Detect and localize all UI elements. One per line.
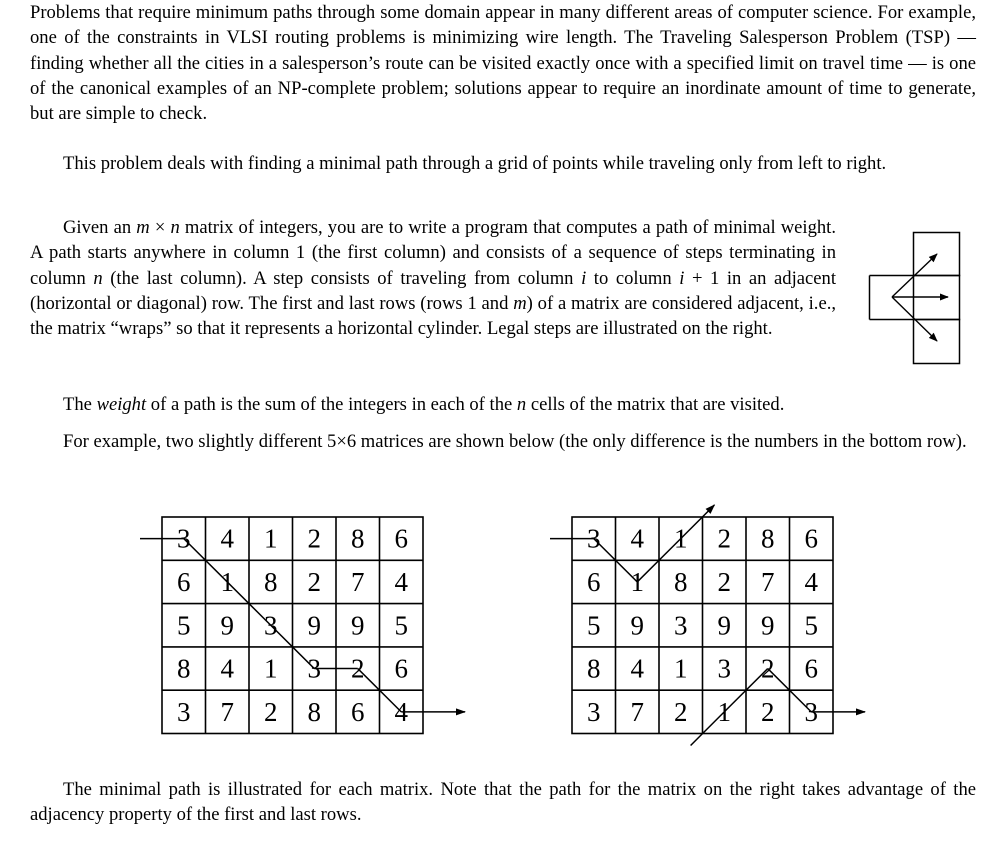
matrix-cell: 9 bbox=[351, 610, 365, 641]
given-paragraph bbox=[30, 215, 836, 341]
matrix-cell: 4 bbox=[630, 653, 644, 684]
left-matrix-figure bbox=[130, 500, 480, 750]
matrix-cell: 7 bbox=[220, 696, 234, 727]
matrix-cell: 2 bbox=[717, 566, 731, 597]
matrix-cell: 4 bbox=[394, 566, 408, 597]
matrix-cell: 3 bbox=[177, 696, 191, 727]
math-i: i bbox=[679, 267, 685, 289]
right-matrix-figure bbox=[540, 500, 890, 750]
legal-steps-diagram bbox=[860, 225, 970, 370]
matrix-cell: 9 bbox=[307, 610, 321, 641]
matrix-cell: 2 bbox=[717, 523, 731, 554]
step-cell-lower bbox=[914, 320, 960, 364]
closing-paragraph: The minimal path is illustrated for each matrix. Note that the path for the matrix on the right takes advantage of the adjacency property of the first and last rows. bbox=[30, 779, 976, 826]
matrix-cell: 2 bbox=[351, 653, 365, 684]
matrix-cell: 7 bbox=[761, 566, 775, 597]
matrix-cell: 7 bbox=[630, 696, 644, 727]
matrix-cell: 1 bbox=[264, 653, 278, 684]
matrix-cell: 5 bbox=[394, 610, 408, 641]
weight-emphasis: weight bbox=[96, 394, 147, 415]
matrix-cell: 8 bbox=[307, 696, 321, 727]
matrix-cell: 8 bbox=[177, 653, 191, 684]
matrix-cell: 5 bbox=[177, 610, 191, 641]
matrix-cell: 6 bbox=[351, 696, 365, 727]
matrix-cell: 3 bbox=[307, 653, 321, 684]
matrix-cell: 2 bbox=[307, 566, 321, 597]
matrix-cell: 1 bbox=[717, 696, 731, 727]
math-i: i bbox=[581, 267, 587, 289]
intro-paragraph: Problems that require minimum paths through some domain appear in many different areas of computer science. For example, one of the constraints in VLSI routing problems is minimizing wire length. The Traveling Salesperson Problem (TSP) — finding whether all the cities in a salesperson’s route can be visited exactly once with a specified limit on travel time — is one of the canonical examples of an NP-complete problem; solutions appear to require an inordinate amount of time to generate, but are simple to check. bbox=[30, 2, 976, 125]
text-span: + 1 in an adjacent (horizontal or diagonal) row. The first and last rows (rows 1 and bbox=[30, 267, 836, 314]
left-matrix-grid bbox=[162, 517, 423, 734]
text-span: × bbox=[149, 217, 171, 238]
matrix-cell: 2 bbox=[264, 696, 278, 727]
matrix-cell: 1 bbox=[630, 566, 644, 597]
math-m: m bbox=[513, 292, 527, 314]
math-m: m bbox=[136, 217, 150, 238]
matrix-cell: 8 bbox=[587, 653, 601, 684]
matrix-cell: 1 bbox=[220, 566, 234, 597]
math-n: n bbox=[93, 267, 103, 289]
weight-paragraph bbox=[30, 392, 976, 417]
path-segment bbox=[681, 505, 715, 539]
matrix-cell: 6 bbox=[587, 566, 601, 597]
matrix-cell: 2 bbox=[761, 653, 775, 684]
math-n: n bbox=[516, 394, 527, 415]
matrix-cell: 5 bbox=[804, 610, 818, 641]
matrix-cell: 6 bbox=[804, 653, 818, 684]
matrix-cell: 3 bbox=[804, 696, 818, 727]
text-span: The bbox=[63, 394, 97, 415]
matrix-cell: 9 bbox=[761, 610, 775, 641]
text-span: of a path is the sum of the integers in each of the bbox=[146, 394, 517, 415]
matrix-cell: 9 bbox=[630, 610, 644, 641]
matrix-cell: 9 bbox=[717, 610, 731, 641]
matrix-cell: 1 bbox=[264, 523, 278, 554]
example-paragraph: For example, two slightly different 5×6 matrices are shown below (the only difference is the numbers in the bottom row). bbox=[63, 431, 967, 452]
matrix-cell: 5 bbox=[587, 610, 601, 641]
matrix-cell: 8 bbox=[761, 523, 775, 554]
text-span: ) of a matrix are considered adjacent, i.e., the matrix “wraps” so that it represents a horizontal cylinder. Legal steps are illustrated on the right. bbox=[30, 292, 836, 340]
matrix-cell: 1 bbox=[674, 523, 688, 554]
matrix-cell: 3 bbox=[717, 653, 731, 684]
matrix-cell: 4 bbox=[630, 523, 644, 554]
matrix-cell: 3 bbox=[674, 610, 688, 641]
text-span: (the last column). A step consists of traveling from column bbox=[102, 267, 582, 289]
matrix-cell: 7 bbox=[351, 566, 365, 597]
matrix-cell: 4 bbox=[220, 523, 234, 554]
matrix-cell: 3 bbox=[264, 610, 278, 641]
text-span: matrix of integers, you are to write a program that computes a path of minimal weight. A path starts anywhere in column 1 (the first column) and consists of a sequence of steps terminating in column bbox=[30, 217, 836, 289]
text-span: to column bbox=[586, 267, 680, 289]
matrix-cell: 9 bbox=[220, 610, 234, 641]
matrix-cell: 6 bbox=[177, 566, 191, 597]
text-span: Given an bbox=[63, 217, 137, 238]
matrix-cell: 6 bbox=[394, 653, 408, 684]
matrix-cell: 6 bbox=[804, 523, 818, 554]
matrix-cell: 3 bbox=[587, 523, 601, 554]
matrix-cell: 2 bbox=[674, 696, 688, 727]
text-span: cells of the matrix that are visited. bbox=[526, 394, 785, 415]
matrix-cell: 2 bbox=[307, 523, 321, 554]
matrix-cell: 1 bbox=[674, 653, 688, 684]
matrix-cell: 3 bbox=[587, 696, 601, 727]
matrix-cell: 3 bbox=[177, 523, 191, 554]
matrix-cell: 2 bbox=[761, 696, 775, 727]
grid-paragraph: This problem deals with finding a minimal path through a grid of points while traveling only from left to right. bbox=[63, 153, 887, 174]
matrix-cell: 8 bbox=[264, 566, 278, 597]
path-segment bbox=[691, 712, 725, 746]
math-n: n bbox=[170, 217, 180, 238]
matrix-cell: 8 bbox=[351, 523, 365, 554]
matrix-cell: 4 bbox=[220, 653, 234, 684]
right-matrix-grid bbox=[572, 517, 833, 734]
matrix-cell: 4 bbox=[804, 566, 818, 597]
matrix-cell: 4 bbox=[394, 696, 408, 727]
matrix-cell: 8 bbox=[674, 566, 688, 597]
matrix-cell: 6 bbox=[394, 523, 408, 554]
